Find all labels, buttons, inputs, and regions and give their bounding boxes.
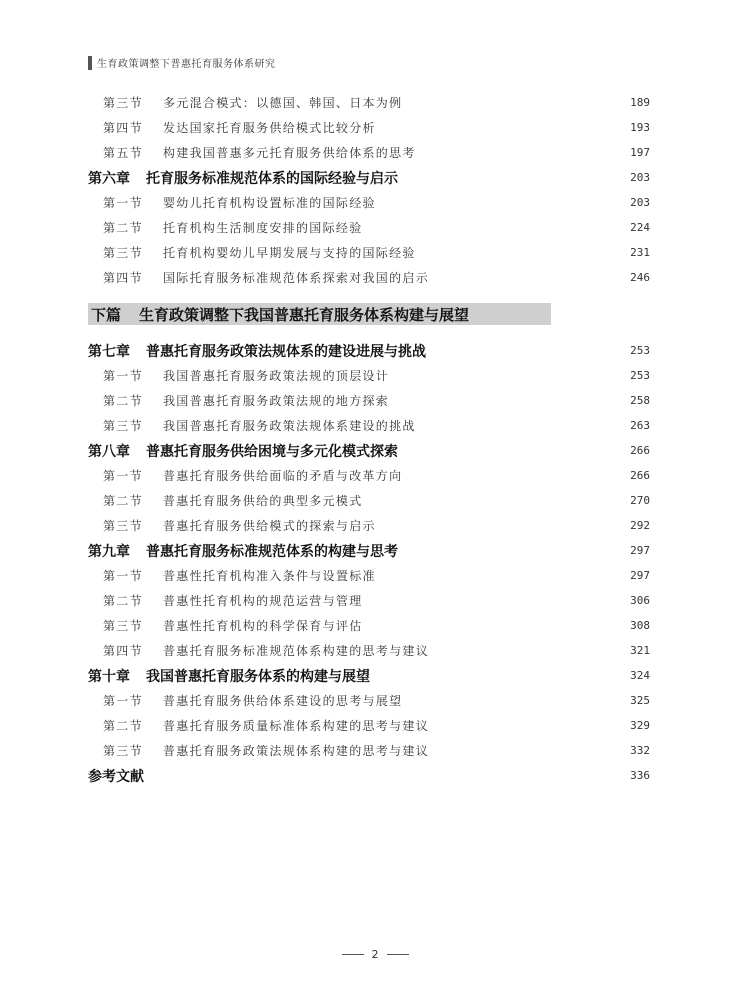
section-number: 第五节 [103,146,143,160]
page-ref: 297 [630,569,650,582]
section-number: 第三节 [103,419,143,433]
section-title: 我国普惠托育服务政策法规的地方探索 [163,394,390,408]
toc-section-entry[interactable] [88,140,650,165]
page-footer [0,948,750,961]
toc-section-entry[interactable] [88,90,650,115]
section-number: 第三节 [103,246,143,260]
toc-section-entry[interactable] [88,240,650,265]
chapter-title: 普惠托育服务供给困境与多元化模式探索 [146,443,398,460]
section-title: 普惠性托育机构准入条件与设置标准 [163,569,376,583]
page-ref: 270 [630,494,650,507]
section-title: 普惠性托育机构的规范运营与管理 [163,594,363,608]
section-title: 我国普惠托育服务政策法规的顶层设计 [163,369,390,383]
section-title: 托育机构婴幼儿早期发展与支持的国际经验 [163,246,416,260]
toc-chapter-entry[interactable] [88,763,650,788]
section-title: 普惠托育服务政策法规体系构建的思考与建议 [163,744,430,758]
table-of-contents [88,90,650,788]
toc-section-entry[interactable] [88,363,650,388]
chapter-number: 第九章 [88,543,130,560]
toc-section-entry[interactable] [88,588,650,613]
page-ref: 253 [630,344,650,357]
section-title: 我国普惠托育服务政策法规体系建设的挑战 [163,419,416,433]
toc-section-entry[interactable] [88,215,650,240]
section-title: 发达国家托育服务供给模式比较分析 [163,121,376,135]
book-title: 生育政策调整下普惠托育服务体系研究 [97,59,276,70]
chapter-title: 普惠托育服务政策法规体系的建设进展与挑战 [146,343,426,360]
section-title: 构建我国普惠多元托育服务供给体系的思考 [163,146,416,160]
section-number: 第四节 [103,644,143,658]
toc-chapter-entry[interactable] [88,663,650,688]
page-ref: 193 [630,121,650,134]
toc-section-entry[interactable] [88,265,650,290]
section-title: 多元混合模式：以德国、韩国、日本为例 [163,96,403,110]
toc-section-entry[interactable] [88,613,650,638]
page-ref: 224 [630,221,650,234]
section-number: 第二节 [103,394,143,408]
section-number: 第一节 [103,569,143,583]
section-number: 第二节 [103,719,143,733]
page-ref: 292 [630,519,650,532]
chapter-number: 第十章 [88,668,130,685]
section-number: 第一节 [103,469,143,483]
page-ref: 189 [630,96,650,109]
toc-chapter-entry[interactable] [88,338,650,363]
section-number: 第三节 [103,96,143,110]
toc-section-entry[interactable] [88,513,650,538]
toc-section-entry[interactable] [88,388,650,413]
section-number: 第二节 [103,594,143,608]
page-number: 2 [371,948,379,961]
page-ref: 258 [630,394,650,407]
header-bar-mark [88,56,92,70]
part-banner [88,303,551,325]
page-ref: 308 [630,619,650,632]
page-ref: 203 [630,171,650,184]
section-title: 普惠托育服务供给面临的矛盾与改革方向 [163,469,403,483]
toc-section-entry[interactable] [88,463,650,488]
chapter-number: 第八章 [88,443,130,460]
part-title: 生育政策调整下我国普惠托育服务体系构建与展望 [139,305,470,324]
page-ref: 253 [630,369,650,382]
section-title: 托育机构生活制度安排的国际经验 [163,221,363,235]
chapter-number: 第六章 [88,170,130,187]
toc-section-entry[interactable] [88,563,650,588]
page-ref: 324 [630,669,650,682]
footer-dash-left [342,954,364,955]
page-ref: 231 [630,246,650,259]
toc-chapter-entry[interactable] [88,165,650,190]
section-title: 普惠托育服务质量标准体系构建的思考与建议 [163,719,430,733]
chapter-title: 参考文献 [88,768,144,785]
page-ref: 197 [630,146,650,159]
page-ref: 246 [630,271,650,284]
page-ref: 203 [630,196,650,209]
section-title: 普惠托育服务供给模式的探索与启示 [163,519,376,533]
section-title: 国际托育服务标准规范体系探索对我国的启示 [163,271,430,285]
section-number: 第一节 [103,694,143,708]
toc-section-entry[interactable] [88,738,650,763]
section-number: 第三节 [103,619,143,633]
toc-lower-list [88,338,650,788]
toc-section-entry[interactable] [88,488,650,513]
toc-upper-list [88,90,650,290]
page-ref: 297 [630,544,650,557]
toc-chapter-entry[interactable] [88,438,650,463]
page-ref: 266 [630,469,650,482]
section-title: 普惠托育服务供给的典型多元模式 [163,494,363,508]
section-number: 第三节 [103,519,143,533]
section-number: 第二节 [103,221,143,235]
section-number: 第一节 [103,196,143,210]
chapter-title: 普惠托育服务标准规范体系的构建与思考 [146,543,398,560]
page-ref: 332 [630,744,650,757]
page-ref: 266 [630,444,650,457]
page-ref: 321 [630,644,650,657]
section-number: 第三节 [103,744,143,758]
chapter-title: 托育服务标准规范体系的国际经验与启示 [146,170,398,187]
toc-section-entry[interactable] [88,190,650,215]
toc-section-entry[interactable] [88,713,650,738]
page-ref: 325 [630,694,650,707]
section-title: 普惠托育服务供给体系建设的思考与展望 [163,694,403,708]
section-title: 婴幼儿托育机构设置标准的国际经验 [163,196,376,210]
footer-dash-right [387,954,409,955]
page-ref: 263 [630,419,650,432]
page-ref: 329 [630,719,650,732]
section-number: 第四节 [103,271,143,285]
section-number: 第一节 [103,369,143,383]
page-ref: 306 [630,594,650,607]
running-header [88,55,276,70]
chapter-title: 我国普惠托育服务体系的构建与展望 [146,668,370,685]
section-number: 第四节 [103,121,143,135]
toc-chapter-entry[interactable] [88,538,650,563]
toc-section-entry[interactable] [88,115,650,140]
chapter-number: 第七章 [88,343,130,360]
section-title: 普惠托育服务标准规范体系构建的思考与建议 [163,644,430,658]
toc-section-entry[interactable] [88,413,650,438]
section-number: 第二节 [103,494,143,508]
section-title: 普惠性托育机构的科学保育与评估 [163,619,363,633]
toc-section-entry[interactable] [88,688,650,713]
part-label: 下篇 [91,305,122,324]
page-ref: 336 [630,769,650,782]
toc-section-entry[interactable] [88,638,650,663]
